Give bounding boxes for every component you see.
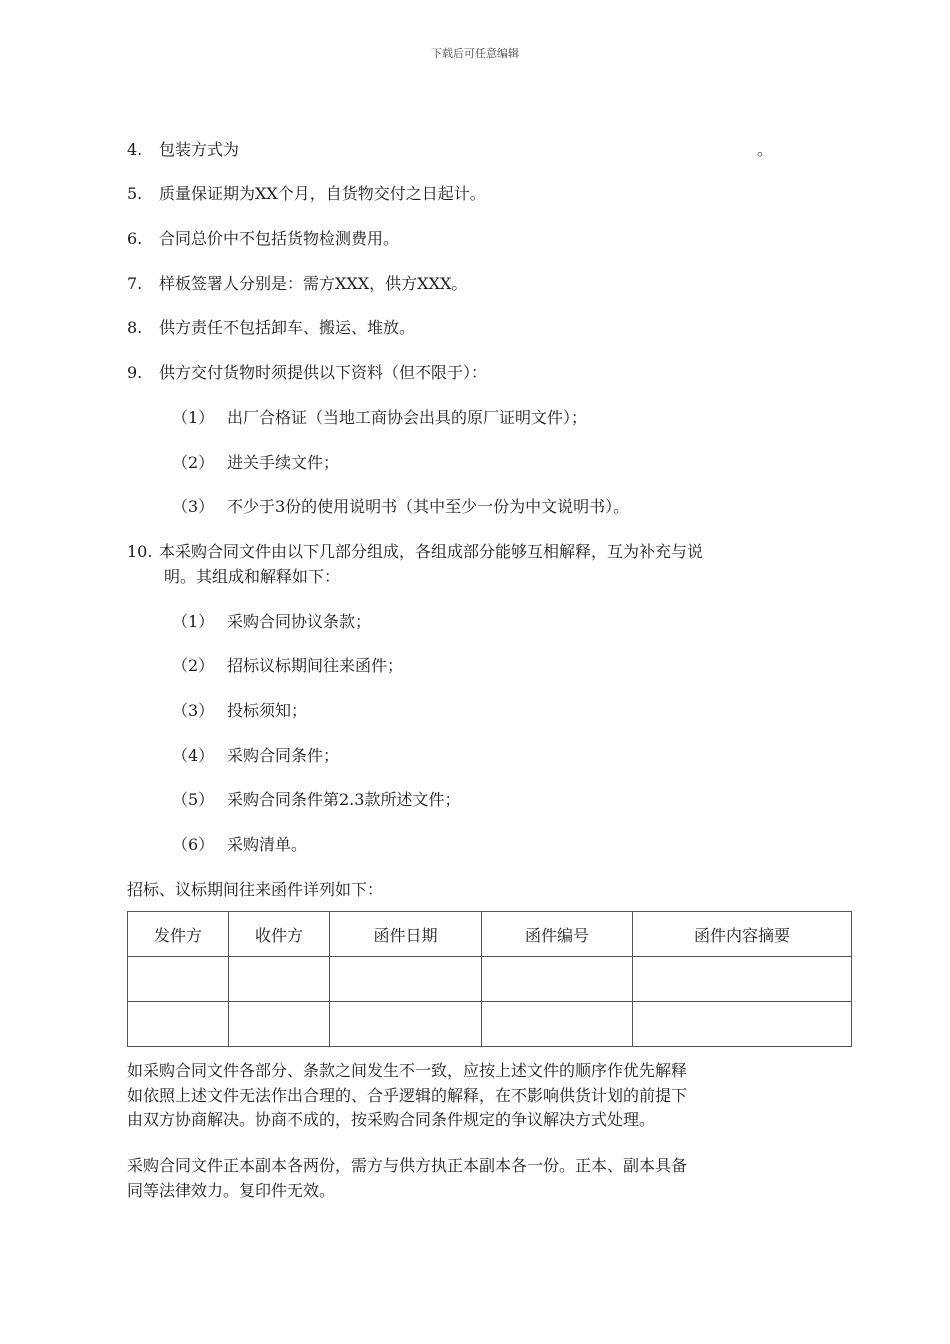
sub-item <box>172 612 371 632</box>
table-cell <box>633 957 852 1002</box>
sub-item <box>172 746 339 766</box>
sub-item-text: 采购清单。 <box>227 835 308 854</box>
sub-item <box>172 453 339 473</box>
paragraph-line: 同等法律效力。复印件无效。 <box>127 1180 336 1200</box>
correspondence-table <box>127 911 852 1047</box>
table-cell <box>128 957 229 1002</box>
item-number: 9. <box>127 363 143 382</box>
column-header: 函件编号 <box>482 912 633 957</box>
paragraph-line: 如依照上述文件无法作出合理的、合乎逻辑的解释，在不影响供货计划的前提下 <box>127 1085 688 1105</box>
sub-item <box>172 790 460 810</box>
sub-item-index: （4） <box>172 746 215 765</box>
sub-item-text: 进关手续文件； <box>227 453 340 472</box>
conflict-resolution-paragraph <box>127 1059 847 1133</box>
item-number: 10. <box>127 542 153 561</box>
table-cell <box>229 957 330 1002</box>
sub-item <box>172 701 307 721</box>
item-text: 样板签署人分别是：需方XXX，供方XXX。 <box>159 274 468 293</box>
sub-item <box>172 835 307 855</box>
sub-item-index: （3） <box>172 497 215 516</box>
sub-item <box>172 408 587 428</box>
sub-item-text: 招标议标期间往来函件； <box>227 656 404 675</box>
table-cell <box>229 1002 330 1047</box>
table-row <box>128 957 852 1002</box>
table-cell <box>482 957 633 1002</box>
item-text: 供方交付货物时须提供以下资料（但不限于）： <box>159 363 488 382</box>
table-cell <box>330 1002 482 1047</box>
item-4-tail: 。 <box>757 140 774 159</box>
column-header: 函件日期 <box>330 912 482 957</box>
item-text: 合同总价中不包括货物检测费用。 <box>159 229 400 248</box>
paragraph-line: 如采购合同文件各部分、条款之间发生不一致，应按上述文件的顺序作优先解释 <box>127 1061 688 1080</box>
item-number: 5. <box>127 184 143 203</box>
sub-item-index: （1） <box>172 408 215 427</box>
sub-item-text: 出厂合格证（当地工商协会出具的原厂证明文件）； <box>227 408 588 427</box>
sub-item-index: （2） <box>172 656 215 675</box>
list-item-4 <box>127 140 239 160</box>
table-cell <box>330 957 482 1002</box>
sub-item <box>172 656 403 676</box>
sub-item-index: （3） <box>172 701 215 720</box>
item-text: 包装方式为 <box>159 140 240 159</box>
table-cell <box>482 1002 633 1047</box>
column-header: 发件方 <box>128 912 229 957</box>
item-number: 8. <box>127 318 143 337</box>
table-cell <box>633 1002 852 1047</box>
paragraph-line: 采购合同文件正本副本各两份，需方与供方执正本副本各一份。正本、副本具备 <box>127 1156 688 1175</box>
item-text: 本采购合同文件由以下几部分组成，各组成部分能够互相解释，互为补充与说 <box>159 542 704 561</box>
sub-item-text: 不少于3份的使用说明书（其中至少一份为中文说明书）。 <box>227 497 630 516</box>
sub-item-text: 采购合同协议条款； <box>227 612 372 631</box>
item-10-continuation: 明。其组成和解释如下： <box>164 567 341 586</box>
item-text: 供方责任不包括卸车、搬运、堆放。 <box>159 318 416 337</box>
list-item-5 <box>127 184 486 204</box>
sub-item-text: 采购合同条件； <box>227 746 340 765</box>
list-item-9 <box>127 363 487 383</box>
page-header: 下载后可任意编辑 <box>431 47 519 60</box>
table-cell <box>128 1002 229 1047</box>
item-number: 7. <box>127 274 143 293</box>
item-number: 6. <box>127 229 143 248</box>
list-item-10 <box>127 542 703 562</box>
item-number: 4. <box>127 140 143 159</box>
sub-item-index: （2） <box>172 453 215 472</box>
table-row <box>128 1002 852 1047</box>
table-header-row <box>128 912 852 957</box>
sub-item-index: （6） <box>172 835 215 854</box>
list-item-8 <box>127 318 415 338</box>
sub-item-index: （1） <box>172 612 215 631</box>
sub-item-text: 投标须知； <box>227 701 308 720</box>
column-header: 函件内容摘要 <box>633 912 852 957</box>
paragraph-line: 由双方协商解决。协商不成的，按采购合同条件规定的争议解决方式处理。 <box>127 1110 656 1129</box>
column-header: 收件方 <box>229 912 330 957</box>
list-item-7 <box>127 274 467 294</box>
sub-item-index: （5） <box>172 790 215 809</box>
copies-paragraph <box>127 1154 847 1203</box>
table-caption: 招标、议标期间往来函件详列如下： <box>127 880 384 899</box>
list-item-6 <box>127 229 399 249</box>
sub-item <box>172 497 629 517</box>
sub-item-text: 采购合同条件第2.3款所述文件； <box>227 790 461 809</box>
item-text: 质量保证期为XX个月，自货物交付之日起计。 <box>159 184 486 203</box>
